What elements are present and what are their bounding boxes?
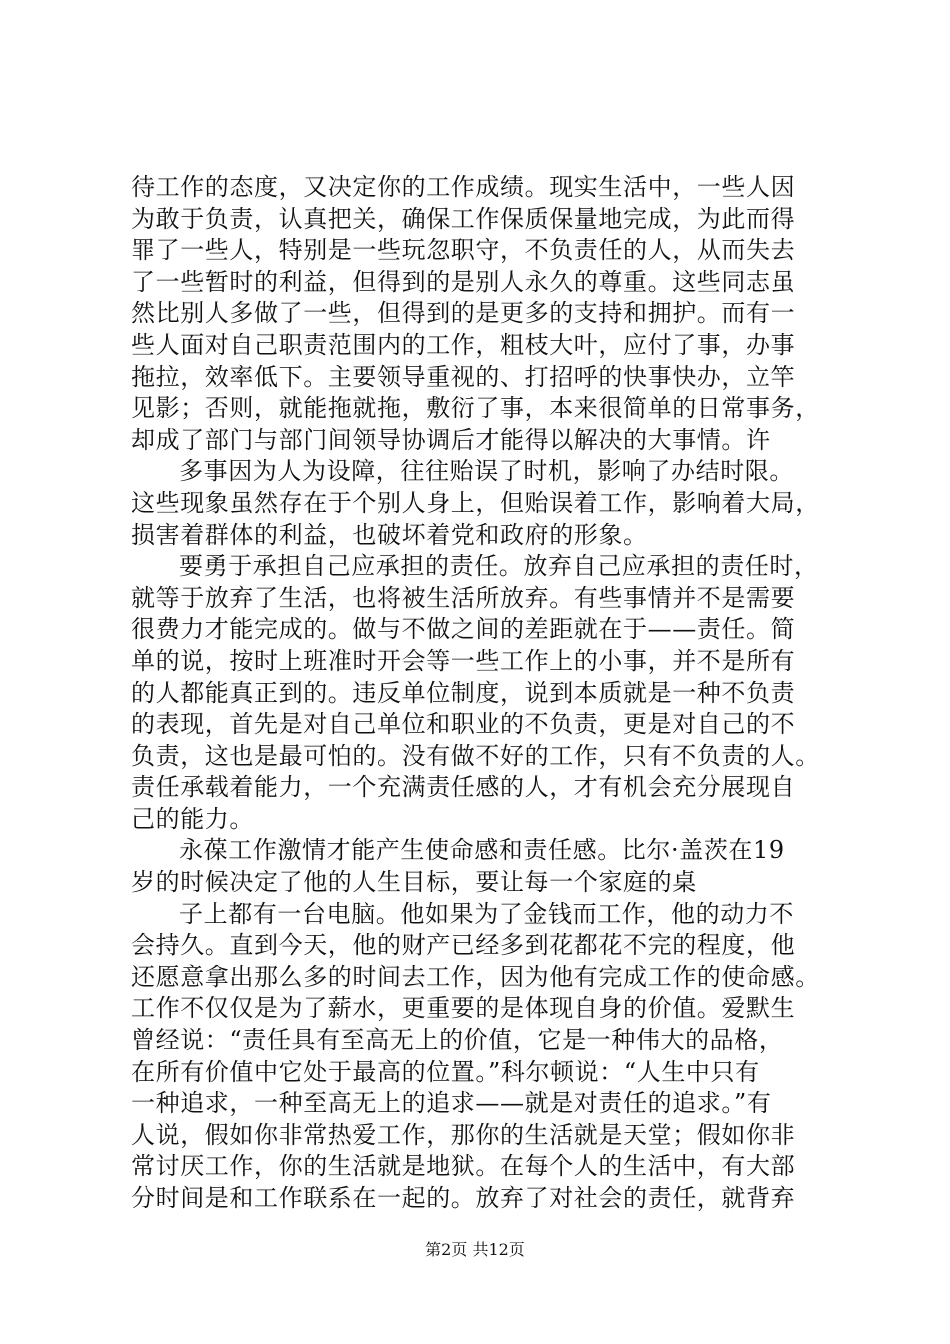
text-line: 的表现，首先是对自己单位和职业的不负责，更是对自己的不 xyxy=(131,710,796,739)
text-line: 很费力才能完成的。做与不做之间的差距就在于——责任。简 xyxy=(131,615,796,644)
text-line: 会持久。直到今天，他的财产已经多到花都花不完的程度，他 xyxy=(131,931,796,960)
text-line: 就等于放弃了生活，也将被生活所放弃。有些事情并不是需要 xyxy=(131,583,796,612)
text-line: 责任承载着能力，一个充满责任感的人，才有机会充分展现自 xyxy=(131,773,796,802)
text-line: 岁的时候决定了他的人生目标，要让每一个家庭的桌 xyxy=(131,868,697,897)
text-line: 永葆工作激情才能产生使命感和责任感。比尔·盖茨在19 xyxy=(179,836,785,865)
text-line: 这些现象虽然存在于个别人身上，但贻误着工作，影响着大局， xyxy=(131,488,820,517)
text-line: 分时间是和工作联系在一起的。放弃了对社会的责任，就背弃 xyxy=(131,1184,796,1212)
text-line: 还愿意拿出那么多的时间去工作，因为他有完成工作的使命感。 xyxy=(131,962,820,991)
text-line: 损害着群体的利益，也破坏着党和政府的形象。 xyxy=(131,520,648,549)
text-line: 己的能力。 xyxy=(131,804,254,833)
text-line: 单的说，按时上班准时开会等一些工作上的小事，并不是所有 xyxy=(131,646,796,675)
body-text xyxy=(131,172,831,1215)
text-line: 曾经说：“责任具有至高无上的价值，它是一种伟大的品格， xyxy=(131,1026,784,1055)
text-line: 一种追求，一种至高无上的追求——就是对责任的追求。”有 xyxy=(131,1089,772,1118)
text-line: 见影；否则，就能拖就拖，敷衍了事，本来很简单的日常事务， xyxy=(131,394,820,423)
text-line: 罪了一些人，特别是一些玩忽职守，不负责任的人，从而失去 xyxy=(131,236,796,265)
text-line: 然比别人多做了一些，但得到的是更多的支持和拥护。而有一 xyxy=(131,299,796,328)
text-line: 要勇于承担自己应承担的责任。放弃自己应承担的责任时， xyxy=(179,552,819,581)
text-line: 工作不仅仅是为了薪水，更重要的是体现自身的价值。爱默生 xyxy=(131,994,796,1023)
text-line: 为敢于负责，认真把关，确保工作保质保量地完成，为此而得 xyxy=(131,204,796,233)
page-number-footer: 第2页 共12页 xyxy=(425,1240,525,1259)
text-line: 的人都能真正到的。违反单位制度，说到本质就是一种不负责 xyxy=(131,678,796,707)
text-line: 了一些暂时的利益，但得到的是别人永久的尊重。这些同志虽 xyxy=(131,267,796,296)
text-line: 多事因为人为设障，往往贻误了时机，影响了办结时限。 xyxy=(179,457,794,486)
text-line: 在所有价值中它处于最高的位置。”科尔顿说：“人生中只有 xyxy=(131,1057,760,1086)
text-line: 人说，假如你非常热爱工作，那你的生活就是天堂；假如你非 xyxy=(131,1120,796,1149)
text-line: 些人面对自己职责范围内的工作，粗枝大叶，应付了事，办事 xyxy=(131,330,796,359)
text-line: 待工作的态度，又决定你的工作成绩。现实生活中，一些人因 xyxy=(131,173,796,201)
text-line: 却成了部门与部门间领导协调后才能得以解决的大事情。许 xyxy=(131,425,771,454)
text-line: 负责，这也是最可怕的。没有做不好的工作，只有不负责的人。 xyxy=(131,741,820,770)
text-line: 常讨厌工作，你的生活就是地狱。在每个人的生活中，有大部 xyxy=(131,1152,796,1181)
text-line: 拖拉，效率低下。主要领导重视的、打招呼的快事快办，立竿 xyxy=(131,362,796,391)
text-line: 子上都有一台电脑。他如果为了金钱而工作，他的动力不 xyxy=(179,899,794,928)
